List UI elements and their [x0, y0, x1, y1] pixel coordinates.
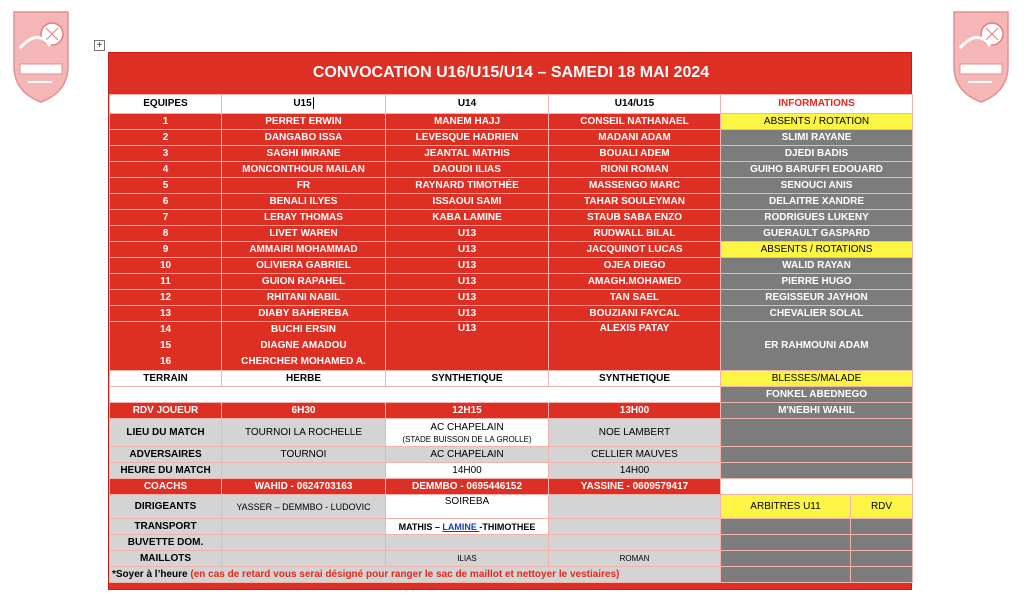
arbitres-cell	[721, 551, 851, 567]
player-number: 9	[110, 242, 222, 258]
player-u15: DIAGNE AMADOU	[260, 340, 347, 351]
player-u15-14-16	[222, 322, 386, 371]
transport-name: -THIMOTHEE	[479, 521, 536, 532]
player-row	[110, 290, 913, 306]
lieu-u15: TOURNOI LA ROCHELLE	[222, 419, 386, 447]
rdv-u14: 12H15	[386, 403, 549, 419]
info-absent-name: CHEVALIER SOLAL	[721, 306, 913, 322]
lieu-u14	[386, 419, 549, 447]
header-u14: U14	[386, 95, 549, 114]
player-u14u15: JACQUINOT LUCAS	[549, 242, 721, 258]
player-number: 1	[110, 114, 222, 130]
player-u15: BENALI ILYES	[222, 194, 386, 210]
info-absent-name: ER RAHMOUNI ADAM	[721, 322, 913, 371]
player-number: 2	[110, 130, 222, 146]
heure-row	[110, 463, 913, 479]
lieu-u14-name: AC CHAPELAIN	[430, 421, 504, 433]
player-number: 11	[110, 274, 222, 290]
buvette-u14u15	[549, 535, 721, 551]
maillots-u14: ILIAS	[386, 551, 549, 567]
dirigeants-row	[110, 495, 913, 519]
lieu-row	[110, 419, 913, 447]
arbitres-rdv-cell	[851, 567, 913, 583]
maillots-u14u15: ROMAN	[549, 551, 721, 567]
player-u14u15: BOUALI ADEM	[549, 146, 721, 162]
player-u14u15: MADANI ADAM	[549, 130, 721, 146]
coach-u14u15: YASSINE - 0609579417	[549, 479, 721, 495]
lieu-u14-stadium: (STADE BUISSON DE LA GROLLE)	[402, 434, 532, 444]
player-u14: U13	[386, 306, 549, 322]
player-row	[110, 258, 913, 274]
dirigeants-label: DIRIGEANTS	[110, 495, 222, 519]
arbitres-u11-label: ARBITRES U11	[721, 495, 851, 519]
arbitres-rdv-cell	[851, 551, 913, 567]
player-u14: ISSAOUI SAMI	[386, 194, 549, 210]
player-u15: LIVET WAREN	[222, 226, 386, 242]
buvette-label: BUVETTE DOM.	[110, 535, 222, 551]
rdv-row	[110, 403, 913, 419]
info-absent-name: RODRIGUES LUKENY	[721, 210, 913, 226]
player-row	[110, 178, 913, 194]
player-u15: SAGHI IMRANE	[222, 146, 386, 162]
player-u15: GUION RAPAHEL	[222, 274, 386, 290]
club-logo-left	[8, 8, 74, 104]
info-absent-name: WALID RAYAN	[721, 258, 913, 274]
player-row	[110, 306, 913, 322]
arbitres-cell	[721, 535, 851, 551]
arbitres-rdv-cell	[851, 535, 913, 551]
transport-name-underlined: LAMINE	[442, 521, 480, 532]
adversaires-u14: AC CHAPELAIN	[386, 447, 549, 463]
player-number: 6	[110, 194, 222, 210]
info-absents-rotations: ABSENTS / ROTATIONS	[721, 242, 913, 258]
player-u14: JEANTAL MATHIS	[386, 146, 549, 162]
text-cursor	[313, 97, 314, 109]
player-u14u15: RIONI ROMAN	[549, 162, 721, 178]
transport-u14u15	[549, 519, 721, 535]
coachs-label: COACHS	[110, 479, 222, 495]
player-u15: PERRET ERWIN	[222, 114, 386, 130]
transport-label: TRANSPORT	[110, 519, 222, 535]
header-row	[110, 95, 913, 114]
player-u14: RAYNARD TIMOTHÉE	[386, 178, 549, 194]
spacer-row	[110, 387, 913, 403]
coach-u14: DEMMBO - 0695446152	[386, 479, 549, 495]
info-absent-name: DELAITRE XANDRE	[721, 194, 913, 210]
player-row	[110, 114, 913, 130]
footer-note	[110, 567, 721, 583]
player-u15: FR	[222, 178, 386, 194]
player-u14u15: ALEXIS PATAY	[549, 322, 721, 371]
table-move-handle-icon[interactable]: +	[94, 40, 105, 51]
player-u14: U13	[386, 322, 549, 371]
footer-warning: (en cas de retard vous serai désigné pour ranger le sac de maillot et nettoyer le vestiaires)	[187, 568, 620, 580]
rdv-label: RDV JOUEUR	[110, 403, 222, 419]
lieu-label: LIEU DU MATCH	[110, 419, 222, 447]
player-row	[110, 194, 913, 210]
info-empty	[721, 463, 913, 479]
player-u14u15: OJEA DIEGO	[549, 258, 721, 274]
arbitres-cell	[721, 519, 851, 535]
player-u14u15: RUDWALL BILAL	[549, 226, 721, 242]
info-empty	[721, 479, 913, 495]
page-title: CONVOCATION U16/U15/U14 – SAMEDI 18 MAI 2024	[312, 64, 710, 81]
rdv-u14u15: 13H00	[549, 403, 721, 419]
player-u14: U13	[386, 226, 549, 242]
heure-label: HEURE DU MATCH	[110, 463, 222, 479]
player-u14u15: CONSEIL NATHANAEL	[549, 114, 721, 130]
info-absent-name: REGISSEUR JAYHON	[721, 290, 913, 306]
player-u15: DANGABO ISSA	[222, 130, 386, 146]
player-row	[110, 130, 913, 146]
player-u15: OLIVIERA GABRIEL	[222, 258, 386, 274]
spacer-cell	[110, 387, 721, 403]
player-number: 8	[110, 226, 222, 242]
heure-u14: 14H00	[386, 463, 549, 479]
lieu-u14u15: NOE LAMBERT	[549, 419, 721, 447]
footer-bold: *Soyer à l’heure	[112, 568, 188, 580]
terrain-u15: HERBE	[222, 371, 386, 387]
transport-name: MATHIS –	[398, 521, 443, 532]
player-u14u15: TAHAR SOULEYMAN	[549, 194, 721, 210]
player-row	[110, 162, 913, 178]
rdv-u15: 6H30	[222, 403, 386, 419]
footer-row	[110, 567, 913, 583]
arbitres-cell	[721, 567, 851, 583]
player-number: 14	[159, 324, 172, 335]
player-u14u15: BOUZIANI FAYCAL	[549, 306, 721, 322]
player-u14: MANEM HAJJ	[386, 114, 549, 130]
header-informations: INFORMATIONS	[721, 95, 913, 114]
player-row	[110, 242, 913, 258]
maillots-u15	[222, 551, 386, 567]
header-u15[interactable]: U15	[222, 95, 386, 114]
club-logo-right	[948, 8, 1014, 104]
convocation-table	[109, 94, 913, 583]
player-u14u15: TAN SAEL	[549, 290, 721, 306]
info-injured-name: M'NEBHI WAHIL	[721, 403, 913, 419]
header-u14u15: U14/U15	[549, 95, 721, 114]
player-u14: U13	[386, 274, 549, 290]
player-u14: KABA LAMINE	[386, 210, 549, 226]
player-u14u15: AMAGH.MOHAMED	[549, 274, 721, 290]
player-numbers-14-16	[110, 322, 222, 371]
info-absent-name: SLIMI RAYANE	[721, 130, 913, 146]
player-number: 15	[159, 340, 172, 351]
terrain-u14: SYNTHETIQUE	[386, 371, 549, 387]
terrain-row	[110, 371, 913, 387]
convocation-sheet	[108, 52, 912, 590]
info-absents-rotation: ABSENTS / ROTATION	[721, 114, 913, 130]
info-absent-name: DJEDI BADIS	[721, 146, 913, 162]
terrain-label: TERRAIN	[110, 371, 222, 387]
adversaires-label: ADVERSAIRES	[110, 447, 222, 463]
arbitres-rdv-cell	[851, 519, 913, 535]
arbitres-rdv-label: RDV	[851, 495, 913, 519]
player-row	[110, 146, 913, 162]
info-empty	[721, 447, 913, 463]
info-absent-name: GUERAULT GASPARD	[721, 226, 913, 242]
info-absent-name: PIERRE HUGO	[721, 274, 913, 290]
maillots-label: MAILLOTS	[110, 551, 222, 567]
heure-u14u15: 14H00	[549, 463, 721, 479]
info-absent-name: SENOUCI ANIS	[721, 178, 913, 194]
adversaires-row	[110, 447, 913, 463]
player-u14: U13	[386, 242, 549, 258]
player-u15: RHITANI NABIL	[222, 290, 386, 306]
maillots-row	[110, 551, 913, 567]
dirigeants-u15: YASSER – DEMMBO - LUDOVIC	[222, 495, 386, 519]
player-u15: DIABY BAHEREBA	[222, 306, 386, 322]
transport-row	[110, 519, 913, 535]
player-u14: U13	[386, 290, 549, 306]
player-u14: LEVESQUE HADRIEN	[386, 130, 549, 146]
terrain-u14u15: SYNTHETIQUE	[549, 371, 721, 387]
player-u14u15: MASSENGO MARC	[549, 178, 721, 194]
heure-u15	[222, 463, 386, 479]
info-empty	[721, 419, 913, 447]
player-number: 12	[110, 290, 222, 306]
transport-u14	[386, 519, 549, 535]
info-injured-name: FONKEL ABEDNEGO	[721, 387, 913, 403]
header-equipes: EQUIPES	[110, 95, 222, 114]
player-row-last	[110, 322, 913, 371]
player-u15: LERAY THOMAS	[222, 210, 386, 226]
player-row	[110, 226, 913, 242]
adversaires-u15: TOURNOI	[222, 447, 386, 463]
player-number: 16	[159, 356, 172, 367]
transport-u15	[222, 519, 386, 535]
player-u15: CHERCHER MOHAMED A.	[241, 356, 366, 367]
player-u15: BUCHI ERSIN	[270, 324, 336, 335]
coachs-row	[110, 479, 913, 495]
player-number: 5	[110, 178, 222, 194]
coach-u15: WAHID - 0624703163	[222, 479, 386, 495]
buvette-u15	[222, 535, 386, 551]
player-u15: MONCONTHOUR MAILAN	[222, 162, 386, 178]
player-u14: DAOUDI ILIAS	[386, 162, 549, 178]
player-number: 13	[110, 306, 222, 322]
player-row	[110, 274, 913, 290]
player-number: 7	[110, 210, 222, 226]
buvette-row	[110, 535, 913, 551]
player-number: 10	[110, 258, 222, 274]
player-u15: AMMAIRI MOHAMMAD	[222, 242, 386, 258]
info-blesses-malade: BLESSES/MALADE	[721, 371, 913, 387]
buvette-u14	[386, 535, 549, 551]
player-number: 3	[110, 146, 222, 162]
player-row	[110, 210, 913, 226]
dirigeants-u14u15	[549, 495, 721, 519]
player-number: 4	[110, 162, 222, 178]
adversaires-u14u15: CELLIER MAUVES	[549, 447, 721, 463]
dirigeants-u14: SOIREBA	[386, 495, 549, 519]
player-u14: U13	[386, 258, 549, 274]
info-absent-name: GUIHO BARUFFI EDOUARD	[721, 162, 913, 178]
player-u14u15: STAUB SABA ENZO	[549, 210, 721, 226]
